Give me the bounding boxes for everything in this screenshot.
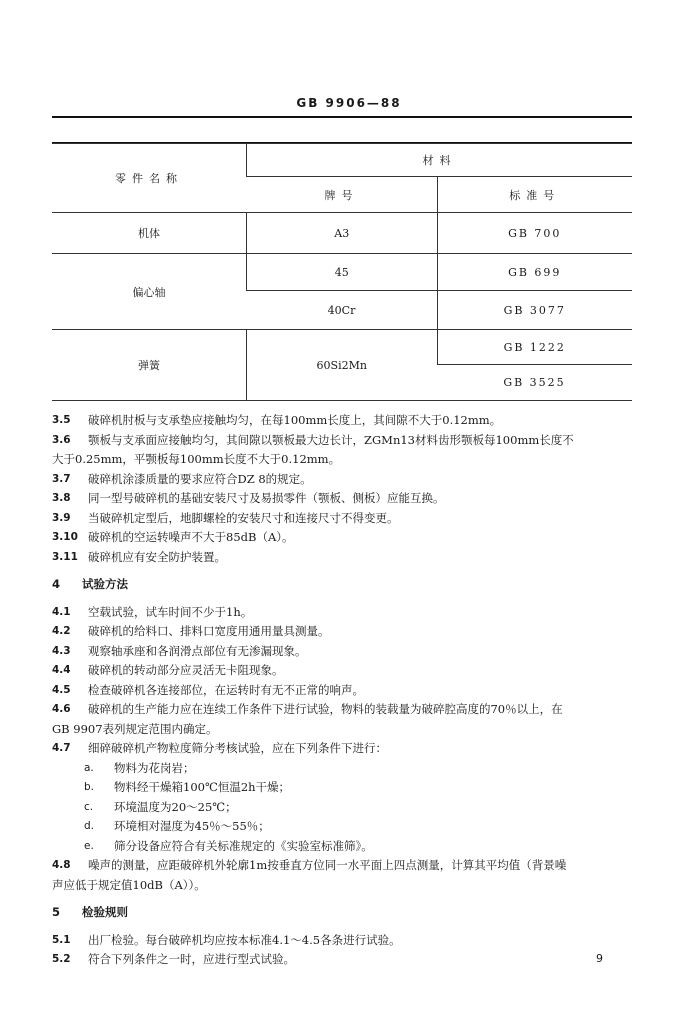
condition-item bbox=[52, 759, 642, 779]
clause-number: 4.3 bbox=[52, 644, 71, 657]
standard-cell: GB 3525 bbox=[437, 365, 632, 401]
clause-4-3 bbox=[52, 642, 642, 662]
header-material: 材料 bbox=[247, 144, 633, 177]
clause-3-11 bbox=[52, 548, 642, 568]
grade-cell: 45 bbox=[247, 254, 438, 291]
clause-text: 出厂检验。每台破碎机均应按本标准4.1～4.5各条进行试验。 bbox=[88, 932, 401, 947]
condition-item bbox=[52, 798, 642, 818]
clause-text: 颚板与支承面应接触均匀，其间隙以颚板最大边长计，ZGMn13材料齿形颚板每100mm长度不 bbox=[88, 432, 574, 447]
section-title: 试验方法 bbox=[82, 577, 128, 591]
condition-item bbox=[52, 778, 642, 798]
condition-text: 环境温度为20～25℃； bbox=[114, 799, 237, 814]
condition-mark: e. bbox=[84, 839, 94, 852]
clause-number: 3.5 bbox=[52, 414, 71, 426]
clause-number: 4.1 bbox=[52, 605, 71, 618]
condition-mark: c. bbox=[84, 800, 94, 813]
section-title: 检验规则 bbox=[82, 905, 128, 919]
clause-text: 检查破碎机各连接部位，在运转时有无不正常的响声。 bbox=[88, 682, 364, 697]
clause-3-7 bbox=[52, 470, 642, 490]
clause-4-5 bbox=[52, 681, 642, 701]
clause-text: 破碎机的空运转噪声不大于85dB（A）。 bbox=[88, 530, 294, 544]
grade-cell: A3 bbox=[247, 213, 438, 254]
section-number: 5 bbox=[52, 905, 61, 919]
clause-text: 破碎机的给料口、排料口宽度用通用量具测量。 bbox=[88, 624, 330, 638]
clause-3-8 bbox=[52, 489, 642, 509]
clause-text: 符合下列条件之一时，应进行型式试验。 bbox=[88, 952, 295, 966]
clause-number: 3.7 bbox=[52, 472, 71, 485]
standard-cell: GB 3077 bbox=[437, 291, 632, 330]
condition-item bbox=[52, 817, 642, 837]
clause-text: 破碎机肘板与支承垫应接触均匀，在每100mm长度上，其间隙不大于0.12mm。 bbox=[88, 413, 502, 427]
clause-text: 噪声的测量，应距破碎机外轮廓1m按垂直方位同一水平面上四点测量，计算其平均值（背景噪 bbox=[88, 858, 567, 872]
clause-4-7 bbox=[52, 739, 642, 759]
table-row bbox=[52, 213, 632, 254]
standard-cell: GB 1222 bbox=[437, 330, 632, 365]
clause-continuation: 大于0.25mm，平颚板每100mm长度不大于0.12mm。 bbox=[52, 452, 341, 466]
clause-4-4 bbox=[52, 661, 642, 681]
part-cell: 弹簧 bbox=[52, 330, 247, 401]
page-number: 9 bbox=[596, 952, 603, 965]
clause-number: 4.8 bbox=[52, 859, 71, 871]
grade-cell: 60Si2Mn bbox=[247, 330, 438, 401]
clause-number: 4.4 bbox=[52, 664, 71, 676]
condition-text: 物料为花岗岩； bbox=[114, 760, 195, 775]
clause-4-1 bbox=[52, 603, 642, 623]
clause-text: 破碎机的转动部分应灵活无卡阻现象。 bbox=[88, 663, 284, 677]
table-row bbox=[52, 330, 632, 365]
materials-table bbox=[52, 143, 632, 401]
clause-text: 细碎破碎机产物粒度筛分考核试验，应在下列条件下进行： bbox=[88, 741, 387, 755]
clause-number: 3.9 bbox=[52, 511, 71, 524]
clause-5-2 bbox=[52, 950, 642, 970]
header-rule bbox=[52, 116, 632, 118]
condition-mark: b. bbox=[84, 781, 95, 793]
condition-text: 筛分设备应符合有关标准规定的《实验室标准筛》。 bbox=[114, 838, 373, 853]
clause-text: 同一型号破碎机的基础安装尺寸及易损零件（颚板、侧板）应能互换。 bbox=[88, 491, 445, 505]
grade-cell: 40Cr bbox=[247, 291, 438, 330]
header-grade: 牌号 bbox=[247, 177, 438, 213]
header-standard-no: 标准号 bbox=[437, 177, 632, 213]
condition-item bbox=[52, 837, 642, 857]
standard-cell: GB 700 bbox=[437, 213, 632, 254]
clause-text: 当破碎机定型后，地脚螺栓的安装尺寸和连接尺寸不得变更。 bbox=[88, 510, 399, 525]
part-cell: 机体 bbox=[52, 213, 247, 254]
clause-3-5 bbox=[52, 411, 642, 431]
clause-text: 观察轴承座和各润滑点部位有无渗漏现象。 bbox=[88, 643, 307, 658]
condition-text: 环境相对湿度为45％～55％； bbox=[114, 819, 270, 833]
section-number: 4 bbox=[52, 577, 61, 591]
section-heading-4 bbox=[52, 575, 642, 595]
clause-number: 4.5 bbox=[52, 683, 71, 696]
condition-text: 物料经干燥箱100℃恒温2h干燥； bbox=[114, 780, 291, 794]
clause-3-10 bbox=[52, 528, 642, 548]
clause-text: 破碎机的生产能力应在连续工作条件下进行试验，物料的装载量为破碎腔高度的70％以上，在 bbox=[88, 702, 563, 716]
clause-4-6 bbox=[52, 700, 642, 720]
clause-number: 3.8 bbox=[52, 492, 71, 504]
clause-text: 破碎机涂漆质量的要求应符合DZ 8的规定。 bbox=[88, 471, 312, 486]
table-row bbox=[52, 254, 632, 291]
header-part-name: 零件名称 bbox=[52, 144, 247, 213]
clause-number: 4.2 bbox=[52, 625, 71, 637]
clause-text: 破碎机应有安全防护装置。 bbox=[88, 549, 226, 564]
clause-5-1 bbox=[52, 931, 642, 951]
clause-number: 5.1 bbox=[52, 933, 71, 946]
document-body bbox=[52, 411, 642, 970]
condition-mark: a. bbox=[84, 761, 94, 774]
clause-3-6 bbox=[52, 431, 642, 451]
clause-number: 4.7 bbox=[52, 742, 71, 754]
clause-continuation: 声应低于规定值10dB（A））。 bbox=[52, 877, 206, 892]
clause-continuation: GB 9907表列规定范围内确定。 bbox=[52, 721, 218, 736]
part-cell: 偏心轴 bbox=[52, 254, 247, 330]
standard-code-header: GB 9906—88 bbox=[296, 96, 402, 110]
condition-mark: d. bbox=[84, 820, 95, 832]
clause-number: 4.6 bbox=[52, 703, 71, 715]
clause-number: 3.11 bbox=[52, 550, 78, 563]
section-heading-5 bbox=[52, 903, 642, 923]
clause-text: 空载试验，试车时间不少于1h。 bbox=[88, 604, 253, 619]
clause-number: 3.10 bbox=[52, 531, 78, 543]
clause-3-9 bbox=[52, 509, 642, 529]
clause-4-8 bbox=[52, 856, 642, 876]
clause-number: 5.2 bbox=[52, 953, 71, 965]
standard-cell: GB 699 bbox=[437, 254, 632, 291]
clause-4-2 bbox=[52, 622, 642, 642]
clause-number: 3.6 bbox=[52, 433, 71, 446]
